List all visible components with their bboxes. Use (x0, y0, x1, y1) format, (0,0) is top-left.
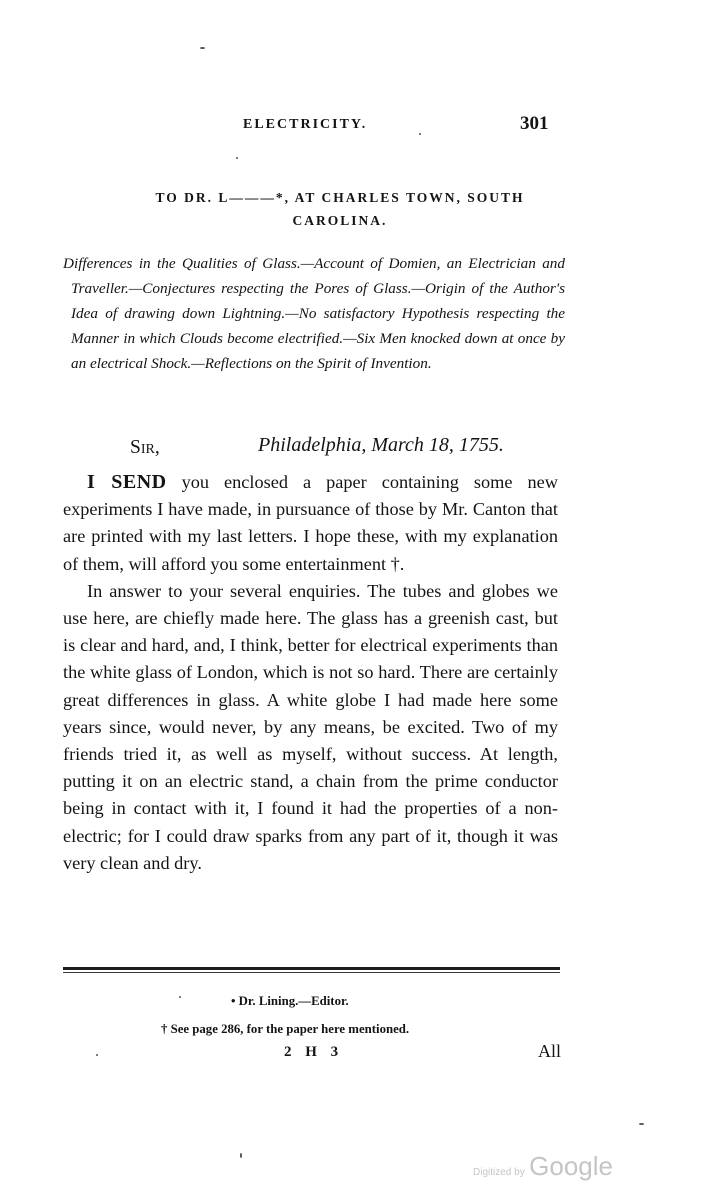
opening-words: I SEND (87, 471, 167, 493)
digitized-by-label: Digitized by (473, 1167, 525, 1178)
letter-heading-line-2: CAROLINA. (292, 213, 388, 228)
letter-summary: Differences in the Qualities of Glass.—Account of Domien, an Electrician and Traveller.—Conjectures respecting the Pores of Glass.—Origin of the Author's Idea of drawing down Lightning.—No satisfactory Hypothesis respecting the Manner in which Clouds become electrified.—Six Men knocked down at once by an electrical Shock.—Reflections on the Spirit of Invention. (63, 255, 565, 373)
digitized-by-google-watermark (473, 1151, 613, 1182)
page-number: 301 (520, 113, 549, 134)
footnote-rule-thin (63, 972, 560, 973)
dateline: Philadelphia, March 18, 1755. (258, 434, 504, 456)
letter-heading-line-1: TO DR. L———*, AT CHARLES TOWN, SOUTH (155, 190, 525, 205)
scan-speck (236, 157, 238, 159)
letter-heading (60, 186, 620, 232)
paragraph-1-text: you enclosed a paper containing some new experiments I have made, in pursuance of those by Mr. Canton that are printed with my last letters. I hope these, with my explanation of them, will afford you some entertainment †. (63, 472, 558, 574)
salutation: Sir, (130, 437, 160, 458)
running-head: ELECTRICITY. (243, 117, 368, 132)
google-logo: Google (529, 1151, 613, 1181)
scan-speck (96, 1054, 98, 1056)
letter-body (63, 469, 558, 877)
signature-mark: 2 H 3 (284, 1044, 344, 1060)
scan-speck (639, 1123, 644, 1125)
scan-speck (419, 133, 421, 135)
footnote-2: † See page 286, for the paper here mentioned. (161, 1022, 410, 1036)
scan-speck (240, 1153, 242, 1158)
footnote-rule (63, 967, 560, 970)
paragraph-2: In answer to your several enquiries. The tubes and globes we use here, are chiefly made here. The glass has a greenish cast, but is clear and hard, and, I think, better for electrical experiments than the white glass of London, which is not so hard. There are certainly great differences in glass. A white globe I had made here some years since, would never, by any means, be excited. Two of my friends tried it, as well as myself, without success. At length, putting it on an electric stand, a chain from the prime conductor being in contact with it, I found it had the properties of a non-electric; for I could draw sparks from any part of it, though it was very clean and dry. (63, 580, 558, 873)
paragraph-1 (63, 469, 558, 578)
catchword: All (538, 1041, 562, 1061)
footnote-1: • Dr. Lining.—Editor. (231, 994, 349, 1008)
scan-speck (200, 47, 205, 49)
scan-speck (179, 996, 181, 998)
